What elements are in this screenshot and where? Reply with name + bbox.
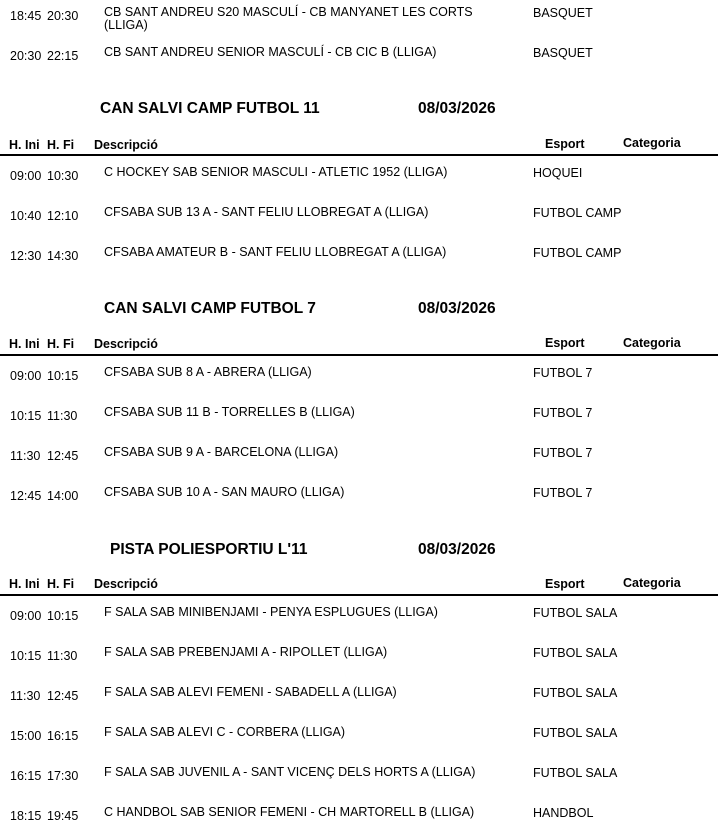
- table-row: [0, 166, 728, 206]
- end-time: 12:45: [47, 449, 79, 463]
- header-description: Descripció: [94, 337, 158, 351]
- sport: FUTBOL 7: [533, 446, 593, 460]
- header-description: Descripció: [94, 138, 158, 152]
- table-row: [0, 766, 728, 806]
- description: F SALA SAB ALEVI FEMENI - SABADELL A (LLIGA): [104, 685, 397, 699]
- description: C HANDBOL SAB SENIOR FEMENI - CH MARTORELL B (LLIGA): [104, 805, 475, 819]
- start-time: 20:30: [10, 49, 42, 63]
- table-row: [0, 246, 728, 286]
- sport: FUTBOL 7: [533, 486, 593, 500]
- sport: FUTBOL SALA: [533, 726, 618, 740]
- start-time: 09:00: [10, 169, 42, 183]
- end-time: 11:30: [47, 409, 78, 423]
- start-time: 18:15: [10, 809, 42, 823]
- start-time: 15:00: [10, 729, 42, 743]
- description: CB SANT ANDREU SENIOR MASCULÍ - CB CIC B (LLIGA): [104, 45, 437, 59]
- description: F SALA SAB MINIBENJAMI - PENYA ESPLUGUES (LLIGA): [104, 605, 438, 619]
- header-category: Categoria: [623, 136, 681, 150]
- section-title: CAN SALVI CAMP FUTBOL 11: [100, 100, 320, 117]
- end-time: 22:15: [47, 49, 79, 63]
- end-time: 14:00: [47, 489, 79, 503]
- description: CFSABA AMATEUR B - SANT FELIU LLOBREGAT A (LLIGA): [104, 245, 447, 259]
- sport: FUTBOL CAMP: [533, 246, 622, 260]
- start-time: 12:30: [10, 249, 42, 263]
- header-sport: Esport: [545, 336, 585, 350]
- header-sport: Esport: [545, 577, 585, 591]
- table-row: [0, 686, 728, 726]
- description: CFSABA SUB 13 A - SANT FELIU LLOBREGAT A (LLIGA): [104, 205, 429, 219]
- end-time: 10:15: [47, 609, 79, 623]
- end-time: 19:45: [47, 809, 79, 823]
- header-start-time: H. Ini: [9, 138, 40, 152]
- sport: FUTBOL 7: [533, 406, 593, 420]
- sport: HOQUEI: [533, 166, 583, 180]
- table-row: [0, 366, 728, 406]
- section-title: PISTA POLIESPORTIU L'11: [110, 541, 308, 558]
- sport: FUTBOL 7: [533, 366, 593, 380]
- start-time: 12:45: [10, 489, 42, 503]
- header-end-time: H. Fi: [47, 337, 75, 351]
- header-category: Categoria: [623, 576, 681, 590]
- section-title: CAN SALVI CAMP FUTBOL 7: [104, 300, 316, 317]
- table-row: [0, 486, 728, 526]
- start-time: 16:15: [10, 769, 42, 783]
- end-time: 20:30: [47, 9, 79, 23]
- sport: FUTBOL CAMP: [533, 206, 622, 220]
- table-row: [0, 646, 728, 686]
- table-row: [0, 446, 728, 486]
- start-time: 11:30: [10, 689, 41, 703]
- header-sport: Esport: [545, 137, 585, 151]
- header-description: Descripció: [94, 577, 158, 591]
- sport: FUTBOL SALA: [533, 646, 618, 660]
- table-row: [0, 606, 728, 646]
- end-time: 14:30: [47, 249, 79, 263]
- header-start-time: H. Ini: [9, 577, 40, 591]
- start-time: 09:00: [10, 369, 42, 383]
- header-start-time: H. Ini: [9, 337, 40, 351]
- table-row: [0, 46, 728, 86]
- section-date: 08/03/2026: [418, 100, 496, 117]
- end-time: 12:45: [47, 689, 79, 703]
- description: F SALA SAB JUVENIL A - SANT VICENÇ DELS HORTS A (LLIGA): [104, 765, 476, 779]
- header-end-time: H. Fi: [47, 138, 75, 152]
- sport: HANDBOL: [533, 806, 594, 820]
- description: C HOCKEY SAB SENIOR MASCULI - ATLETIC 1952 (LLIGA): [104, 165, 448, 179]
- end-time: 11:30: [47, 649, 78, 663]
- description: CFSABA SUB 9 A - BARCELONA (LLIGA): [104, 445, 339, 459]
- table-row: [0, 806, 728, 836]
- sport: FUTBOL SALA: [533, 766, 618, 780]
- table-row: [0, 6, 728, 46]
- end-time: 17:30: [47, 769, 79, 783]
- start-time: 10:15: [10, 409, 42, 423]
- header-divider: [0, 154, 718, 156]
- sport: BASQUET: [533, 6, 593, 20]
- description: F SALA SAB PREBENJAMI A - RIPOLLET (LLIGA): [104, 645, 388, 659]
- start-time: 10:15: [10, 649, 42, 663]
- table-row: [0, 726, 728, 766]
- start-time: 09:00: [10, 609, 42, 623]
- sport: FUTBOL SALA: [533, 606, 618, 620]
- sport: BASQUET: [533, 46, 593, 60]
- end-time: 10:15: [47, 369, 79, 383]
- end-time: 16:15: [47, 729, 79, 743]
- section-date: 08/03/2026: [418, 300, 496, 317]
- section-date: 08/03/2026: [418, 541, 496, 558]
- header-category: Categoria: [623, 336, 681, 350]
- description: F SALA SAB ALEVI C - CORBERA (LLIGA): [104, 725, 346, 739]
- start-time: 10:40: [10, 209, 42, 223]
- end-time: 12:10: [47, 209, 79, 223]
- description: CFSABA SUB 10 A - SAN MAURO (LLIGA): [104, 485, 345, 499]
- sport: FUTBOL SALA: [533, 686, 618, 700]
- end-time: 10:30: [47, 169, 79, 183]
- start-time: 11:30: [10, 449, 41, 463]
- header-divider: [0, 594, 718, 596]
- table-row: [0, 206, 728, 246]
- description: CFSABA SUB 11 B - TORRELLES B (LLIGA): [104, 405, 355, 419]
- description: CFSABA SUB 8 A - ABRERA (LLIGA): [104, 365, 312, 379]
- header-end-time: H. Fi: [47, 577, 75, 591]
- start-time: 18:45: [10, 9, 42, 23]
- header-divider: [0, 354, 718, 356]
- table-row: [0, 406, 728, 446]
- description: CB SANT ANDREU S20 MASCULÍ - CB MANYANET LES CORTS (LLIGA): [104, 5, 473, 32]
